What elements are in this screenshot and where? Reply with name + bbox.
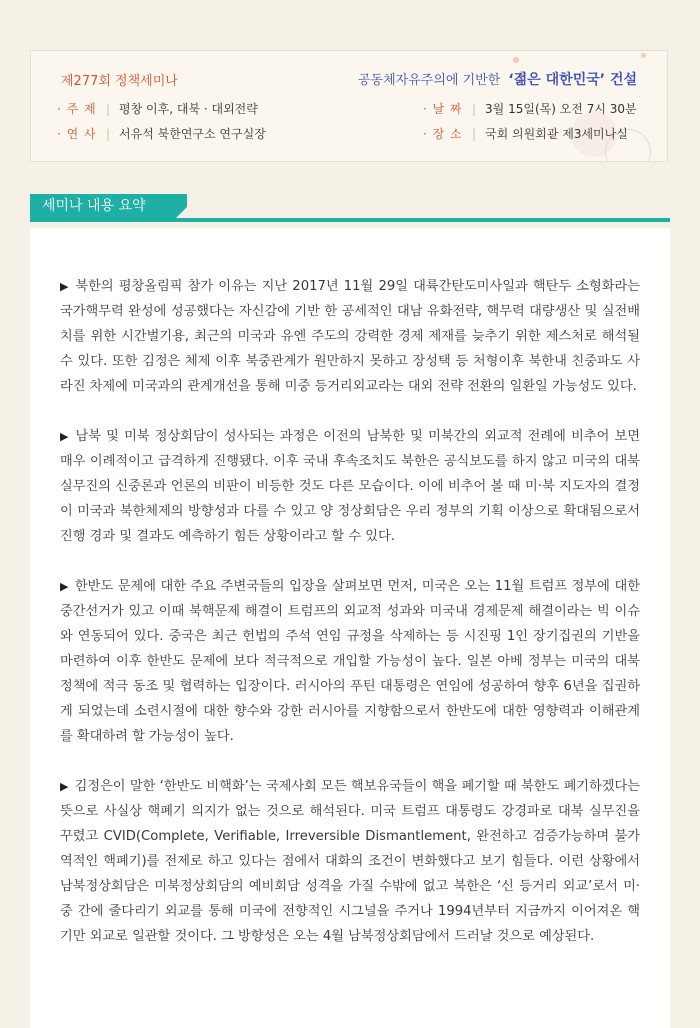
triangle-bullet-icon: ▶ <box>60 780 69 793</box>
date-row <box>423 100 637 117</box>
summary-card <box>30 228 670 1028</box>
summary-paragraph-4 <box>60 774 640 949</box>
triangle-bullet-icon: ▶ <box>60 280 70 293</box>
divider: | <box>106 101 111 116</box>
divider: | <box>472 101 477 116</box>
divider: | <box>106 126 111 141</box>
speaker-label: · 연 사 <box>57 127 97 141</box>
speaker-row <box>57 125 266 142</box>
paragraph-text: 북한의 평창올림픽 참가 이유는 지난 2017년 11월 29일 대륙간탄도미사일과 핵탄두 소형화라는 국가핵무력 완성에 성공했다는 자신감에 기반 한 공세적인 대남 유화전략, 핵무력 대량생산 및 실전배치를 위한 시간벌기용, 최근의 미국과 유엔 주도의 강력한 경제 제재를 늦추기 위한 제스처로 해석될 수 있다. 또한 김정은 체제 이후 북중관계가 원만하지 못하고 장성택 등 처형이후 북한내 친중파도 사라진 차제에 미국과의 관계개선을 통해 미중 등거리외교라는 대외 전략 전환의 일환일 가능성도 있다. <box>60 279 640 394</box>
divider: | <box>472 126 477 141</box>
date-value: 3월 15일(목) 오전 7시 30분 <box>485 102 637 116</box>
theme-prefix: 공동체자유주의에 기반한 <box>358 73 501 88</box>
paragraph-text: 김정은이 말한 ‘한반도 비핵화’는 국제사회 모든 핵보유국들이 핵을 폐기할 때 북한도 폐기하겠다는 뜻으로 사실상 핵폐기 의지가 없는 것으로 해석된다. 미국 트럼프 대통령도 강경파로 대북 실무진을 꾸렸고 CVID(Complete, Verifiable, Irreversible Dismantlement, 완전하고 검증가능하며 불가역적인 핵폐기)를 전제로 하고 있다는 점에서 대화의 조건이 변화했다고 보기 힘들다. 이런 상황에서 남북정상회담은 미북정상회담의 예비회담 성격을 가질 수밖에 없고 북한은 ‘신 등거리 외교’로서 미·중 간에 줄다리기 외교를 통해 미국에 전향적인 시그널을 주거나 1994년부터 지금까지 이어져온 핵 기만 외교로 일관할 것이다. 그 방향성은 오는 4월 남북정상회담에서 드러날 것으로 예상된다. <box>60 779 640 944</box>
topic-value: 평창 이후, 대북 · 대외전략 <box>119 102 258 116</box>
paragraph-text: 한반도 문제에 대한 주요 주변국들의 입장을 살펴보면 먼저, 미국은 오는 11월 트럼프 정부에 대한 중간선거가 있고 이때 북핵문제 해결이 트럼프의 외교적 성과와 미국내 경제문제 해결이라는 빅 이슈와 연동되어 있다. 중국은 최근 헌법의 주석 연임 규정을 삭제하는 등 시진핑 1인 장기집권의 기반을 마련하여 이후 한반도 문제에 보다 적극적으로 개입할 가능성이 높다. 일본 아베 정부는 미국의 대북정책에 적극 동조 및 협력하는 입장이다. 러시아의 푸틴 대통령은 연임에 성공하여 향후 6년을 집권하게 되었는데 소련시절에 대한 향수와 강한 러시아를 지향함으로서 한반도에 대한 영향력과 이해관계를 확대하려 할 가능성이 높다. <box>60 579 640 744</box>
summary-paragraph-2 <box>60 424 640 549</box>
theme-emphasis: ‘젊은 대한민국’ 건설 <box>508 72 637 88</box>
venue-label: · 장 소 <box>423 127 463 141</box>
section-underline <box>30 218 670 222</box>
seminar-theme <box>358 69 637 89</box>
venue-value: 국회 의원회관 제3세미나실 <box>485 127 628 141</box>
triangle-bullet-icon: ▶ <box>60 430 70 443</box>
topic-label: · 주 제 <box>57 102 97 116</box>
paragraph-text: 남북 및 미북 정상회담이 성사되는 과정은 이전의 남북한 및 미북간의 외교적 전례에 비추어 보면 매우 이례적이고 급격하게 진행됐다. 이후 국내 후속조치도 북한은 공식보도를 하지 않고 미국의 대북실무진의 신중론과 언론의 비판이 비등한 것도 다른 모습이다. 이에 비추어 볼 때 미·북 지도자의 결정이 미국과 북한체제의 방향성과 다를 수 있고 양 정상회담은 우리 정부의 기획 이상으로 확대됨으로서 진행 경과 및 결과도 예측하기 힘든 상황이라고 할 수 있다. <box>60 429 640 544</box>
section-title: 세미나 내용 요약 <box>30 194 187 218</box>
topic-row <box>57 100 258 117</box>
speaker-value: 서유석 북한연구소 연구실장 <box>119 127 266 141</box>
date-label: · 날 짜 <box>423 102 463 116</box>
seminar-series: 제277회 정책세미나 <box>61 74 178 89</box>
summary-paragraph-1 <box>60 274 640 399</box>
decorative-dot <box>641 53 646 58</box>
venue-row <box>423 125 628 142</box>
summary-paragraph-3 <box>60 574 640 749</box>
triangle-bullet-icon: ▶ <box>60 580 69 593</box>
seminar-info-box <box>30 50 668 162</box>
decorative-dot <box>513 57 519 63</box>
